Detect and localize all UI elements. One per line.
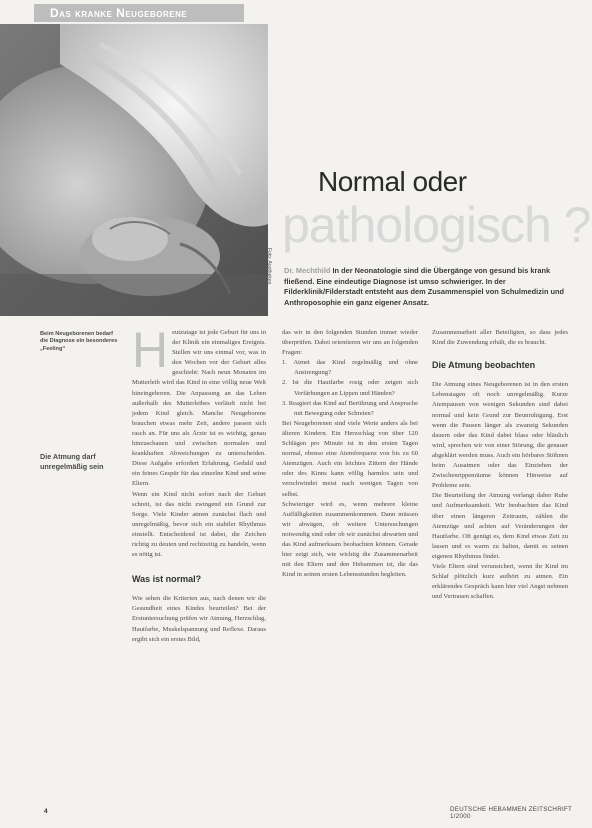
subheading-breathing: Die Atmung beobachten: [432, 360, 536, 371]
paragraph: Bei Neugeborenen sind viele Werte anders als bei älteren Kindern. Ein Herzschlag von über 120 Schlägen pro Minute ist in den ersten Tagen normal, ebenso eine Atemfrequenz von bis zu 60 Atemzügen. Auch ein leichtes Zittern der Hände oder des Kinns kann völlig harmlos sein und verschwindet meist nach wenigen Tagen von selbst.: [282, 419, 418, 498]
paragraph: eutzutage ist jede Geburt für uns in der Klinik ein einmaliges Ereignis. Stellen wir uns einmal vor, was in den Wochen vor der Geburt alles geschieht: Nach neun Monaten im Mutterleib wird das Kind in eine völlig neue Welt hineingeboren. Die Anpassung an das Leben außerhalb des Mutterleibes verläuft nicht bei jedem Kind gleich. Manche Neugeborene brauchen etwas mehr Zeit, andere passen sich rasch an. Für uns als Ärzte ist es wichtig, genau hinzuschauen und zwischen normalen und krankhaften Abweichungen zu unterscheiden. Diese Aufgabe erfordert Erfahrung, Geduld und ein feines Gespür für das einzelne Kind und seine Eltern.: [132, 329, 266, 488]
paragraph: Zusammenarbeit aller Beteiligten, so dass jedes Kind die Zuwendung erhält, die es braucht.: [432, 329, 568, 347]
paragraph: Viele Eltern sind verunsichert, wenn ihr Kind im Schlaf plötzlich kurz aufhört zu atmen. Ein erklärendes Gespräch kann hier viel Angst nehmen und Vertrauen schaffen.: [432, 562, 568, 601]
numbered-list: [282, 358, 418, 419]
list-item: 3. Reagiert das Kind auf Berührung und Ansprache mit Bewegung oder Schreien?: [282, 399, 418, 417]
newborn-photo-illustration: [0, 24, 268, 316]
text-column-3: [432, 328, 568, 602]
page-number: 4: [44, 808, 48, 815]
paragraph: Wie sehen die Kriterien aus, nach denen wir die Gesundheit eines Kindes beurteilen? Bei der Erstuntersuchung prüfen wir Atmung, Herzschlag, Hautfarbe, Muskelspannung und Reflexe. Daraus ergibt sich ein erstes Bild,: [132, 595, 266, 643]
sidenote-breathing: Die Atmung darf unregelmäßig sein: [40, 452, 104, 471]
article-lede: [284, 266, 574, 308]
paragraph: das wir in den folgenden Stunden immer wieder überprüfen. Dabei orientieren wir uns an folgenden Fragen:: [282, 329, 418, 357]
article-title-line1: Normal oder: [318, 166, 467, 197]
paragraph: Die Beurteilung der Atmung verlangt daher Ruhe und Aufmerksamkeit. Wir beobachten das Kind über einen längeren Zeitraum, zählen die Atemzüge und achten auf Veränderungen der Hautfarbe. Oft genügt es, dem Kind etwas Zeit zu lassen und es warm zu halten, damit es seinen eigenen Rhythmus findet.: [432, 492, 568, 560]
drop-cap: H: [132, 322, 169, 378]
section-label: Das kranke Neugeborene: [50, 6, 188, 20]
list-item: 1. Atmet das Kind regelmäßig und ohne Anstrengung?: [282, 359, 418, 377]
sidenote-feeling: Beim Neugeborenen bedarf die Diagnose ein besonderes „Feeling“: [40, 331, 118, 352]
subheading-normal: Was ist normal?: [132, 574, 202, 585]
text-column-2: [282, 328, 418, 580]
lede-author: Dr. Mechthild: [284, 266, 331, 275]
paragraph: Wenn ein Kind nicht sofort nach der Geburt schreit, ist das nicht zwingend ein Grund zur Sorge. Viele Kinder atmen zunächst flach und unregelmäßig, bevor sich ein stabiler Rhythmus einstellt. Entscheidend ist dabei, die Zeichen richtig zu deuten und rechtzeitig zu handeln, wenn es nötig ist.: [132, 490, 266, 559]
lede-text: In der Neonatologie sind die Übergänge von gesund bis krank fließend. Eine eindeutige Diagnose ist umso schwieriger. In der Filderklinik/Filderstadt entsteht aus dem Zusammenspiel von Schulmedizin und Anthroposophie ein ganz eigener Ansatz.: [284, 266, 565, 307]
photo-credit: Foto: Apotheken: [266, 248, 272, 285]
paragraph: Die Atmung eines Neugeborenen ist in den ersten Lebenstagen oft noch unregelmäßig. Kurze Atempausen von wenigen Sekunden sind dabei normal und kein Grund zur Beunruhigung. Erst wenn die Pausen länger als zwanzig Sekunden dauern oder das Kind dabei blass oder bläulich wird, sprechen wir von einer Störung, die genauer abgeklärt werden muss. Auch ein hörbares Stöhnen beim Ausatmen oder das Einziehen der Zwischenrippenräume können Hinweise auf Probleme sein.: [432, 381, 568, 490]
newborn-photo: [0, 24, 268, 316]
article-title-line2: pathologisch ?: [282, 197, 591, 253]
list-item: 2. Ist die Hautfarbe rosig oder zeigen sich Verfärbungen an Lippen und Händen?: [282, 379, 418, 397]
paragraph: Schwieriger wird es, wenn mehrere kleine Auffälligkeiten zusammenkommen. Dann müssen wir abwägen, ob weitere Untersuchungen notwendig sind oder ob wir zunächst abwarten und das Kind aufmerksam beobachten können. Gerade hier zeigt sich, wie wichtig die Zusammenarbeit mit den Eltern und den Hebammen ist, die das Kind in seinen ersten Lebensstunden begleiten.: [282, 500, 418, 579]
journal-footer: DEUTSCHE HEBAMMEN ZEITSCHRIFT 1/2000: [450, 806, 573, 820]
text-column-1: [132, 322, 266, 645]
